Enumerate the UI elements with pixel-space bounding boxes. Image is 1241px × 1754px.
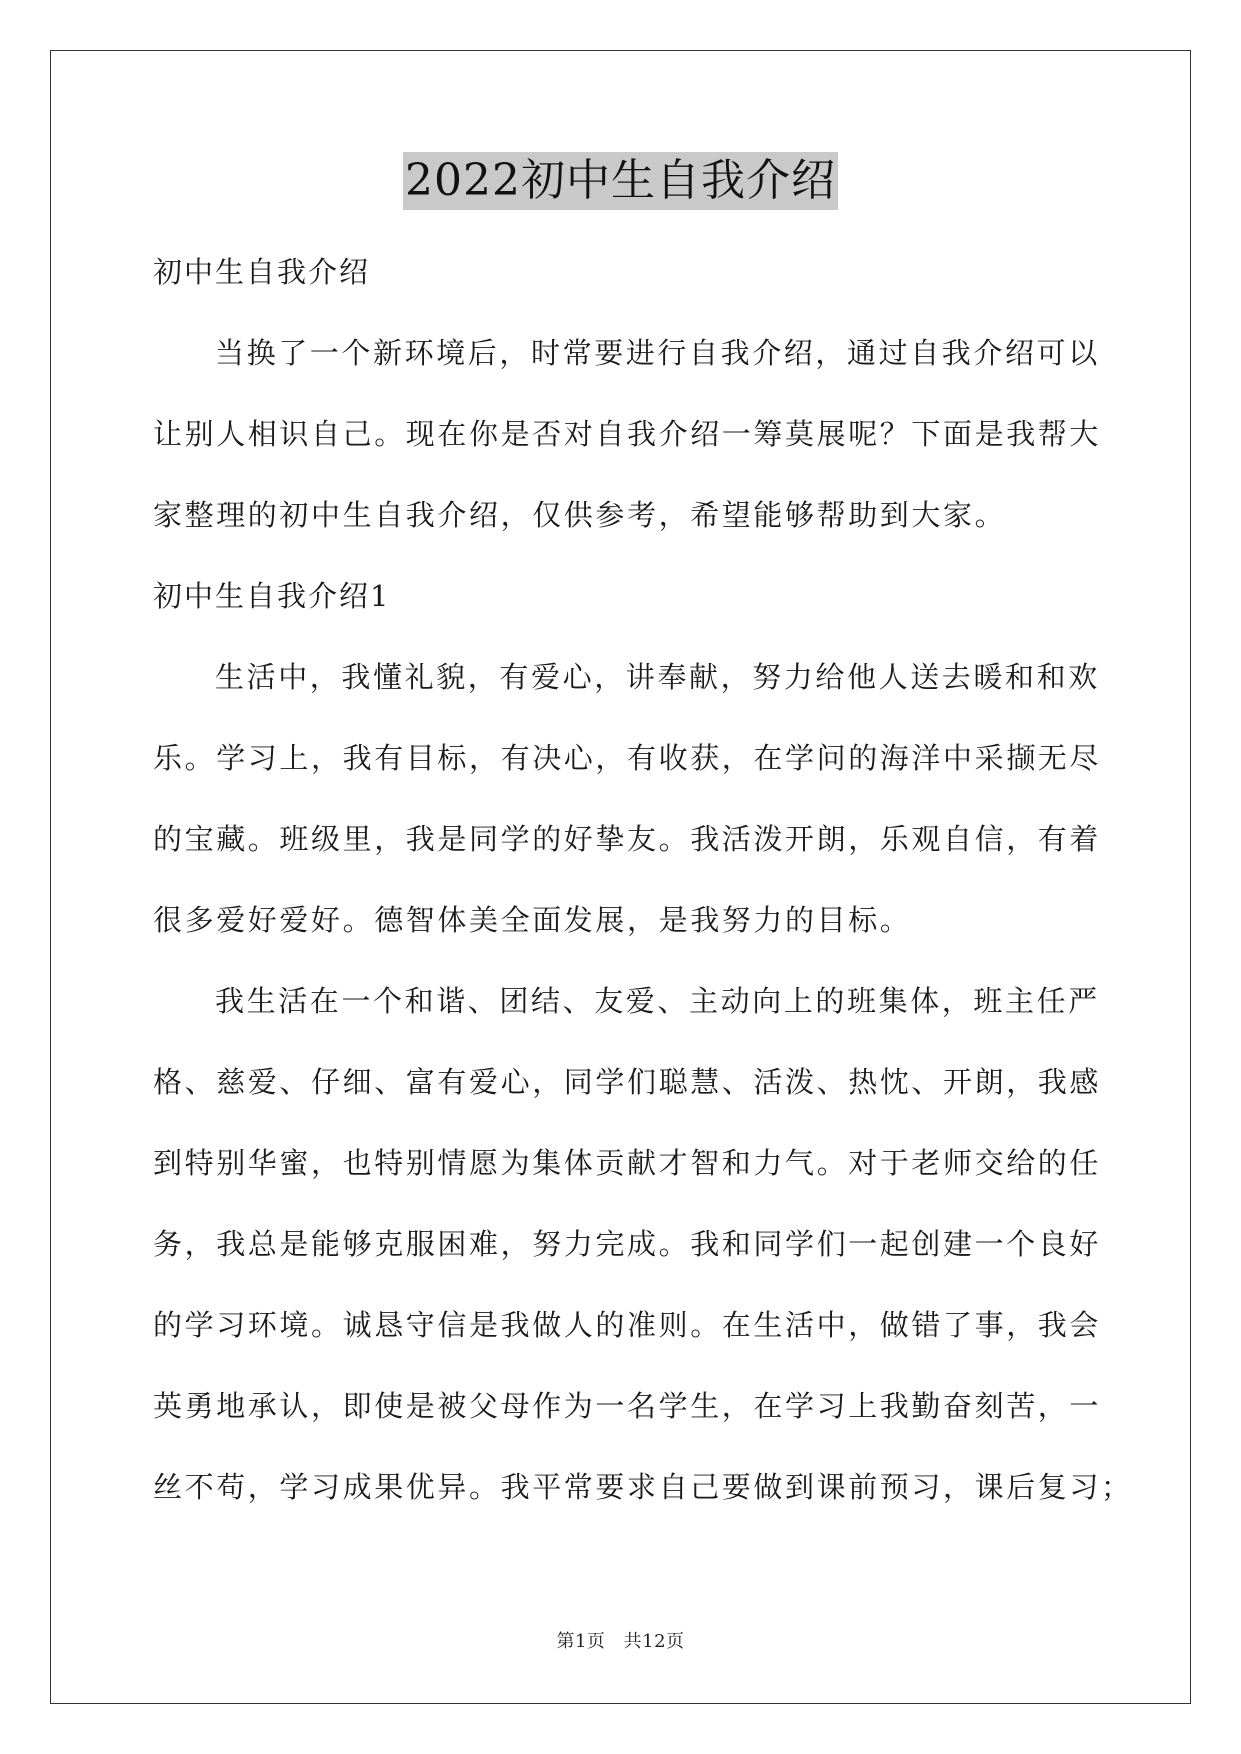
section-heading: 初中生自我介绍1 xyxy=(153,579,391,613)
paragraph-line: 格、慈爱、仔细、富有爱心，同学们聪慧、活泼、热忱、开朗，我感 xyxy=(153,1065,1102,1099)
paragraph-line: 我生活在一个和谐、团结、友爱、主动向上的班集体，班主任严 xyxy=(215,984,1100,1018)
paragraph-line: 英勇地承认，即使是被父母作为一名学生，在学习上我勤奋刻苦，一 xyxy=(153,1389,1102,1423)
title-container xyxy=(0,152,1241,210)
paragraph-line: 生活中，我懂礼貌，有爱心，讲奉献，努力给他人送去暖和和欢 xyxy=(215,660,1100,694)
page-total: 共12页 xyxy=(623,1631,685,1652)
paragraph-line: 务，我总是能够克服困难，努力完成。我和同学们一起创建一个良好 xyxy=(153,1227,1102,1261)
paragraph-line: 乐。学习上，我有目标，有决心，有收获，在学问的海洋中采撷无尽 xyxy=(153,741,1102,775)
document-body xyxy=(153,232,1133,1528)
page-number: 第1页 xyxy=(556,1631,606,1652)
section-heading: 初中生自我介绍 xyxy=(153,255,371,289)
paragraph-line: 家整理的初中生自我介绍，仅供参考，希望能够帮助到大家。 xyxy=(153,498,1007,532)
paragraph-line: 丝不苟，学习成果优异。我平常要求自己要做到课前预习，课后复习； xyxy=(153,1470,1133,1504)
paragraph-line: 很多爱好爱好。德智体美全面发展，是我努力的目标。 xyxy=(153,903,912,937)
document-title: 2022初中生自我介绍 xyxy=(403,152,838,210)
paragraph-line: 到特别华蜜，也特别情愿为集体贡献才智和力气。对于老师交给的任 xyxy=(153,1146,1102,1180)
paragraph-line: 当换了一个新环境后，时常要进行自我介绍，通过自我介绍可以 xyxy=(215,336,1100,370)
paragraph-line: 的宝藏。班级里，我是同学的好挚友。我活泼开朗，乐观自信，有着 xyxy=(153,822,1102,856)
page-footer xyxy=(0,1627,1241,1653)
paragraph-line: 的学习环境。诚恳守信是我做人的准则。在生活中，做错了事，我会 xyxy=(153,1308,1102,1342)
paragraph-line: 让别人相识自己。现在你是否对自我介绍一筹莫展呢？下面是我帮大 xyxy=(153,417,1102,451)
